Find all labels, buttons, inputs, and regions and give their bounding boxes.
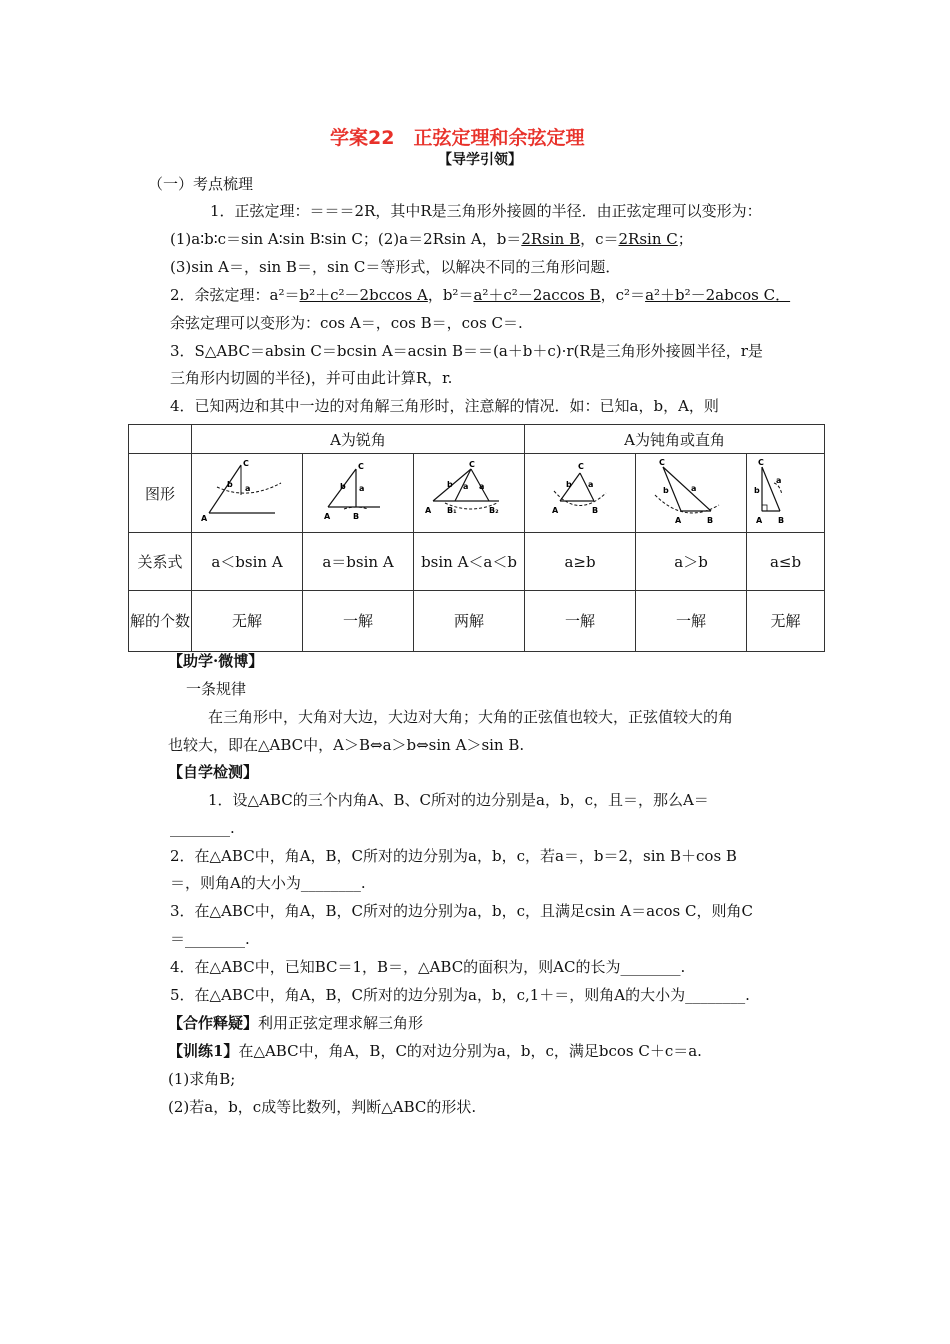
triangle-figure-one-solution [308, 455, 408, 527]
relation-cell: a＝bsin A [303, 533, 414, 591]
svg-text:C: C [243, 459, 249, 468]
svg-text:b: b [663, 486, 669, 495]
count-cell: 两解 [414, 591, 525, 652]
row-relation-label: 关系式 [129, 533, 192, 591]
svg-text:C: C [578, 462, 584, 471]
svg-text:A: A [755, 516, 762, 525]
count-cell: 一解 [636, 591, 747, 652]
figure-cell [414, 454, 525, 533]
svg-text:b: b [447, 480, 453, 489]
relation-cell: a＞b [636, 533, 747, 591]
triangle-figure-no-solution [197, 455, 297, 527]
section1-heading: （一）考点梳理 [148, 175, 254, 193]
guide-heading: 【导学引领】 [438, 152, 522, 168]
coop-text: 利用正弦定理求解三角形 [258, 1014, 424, 1032]
relation-cell: a≤b [747, 533, 825, 591]
train-text: 在△ABC中，角A，B，C的对边分别为a，b，c，满足bcos C＋c＝a. [238, 1042, 702, 1060]
svg-text:C: C [469, 460, 475, 469]
coop-line [168, 1013, 423, 1033]
svg-text:A: A [675, 516, 682, 525]
p2-line1: 2．余弦定理：a²＝b²＋c²－2bccos A，b²＝a²＋c²－2accos B，c²＝a²＋b²－2abcos C． [170, 286, 791, 304]
svg-text:a: a [245, 484, 251, 493]
svg-text:A: A [552, 506, 559, 515]
p3-line2: 三角形内切圆的半径)，并可由此计算R，r. [170, 369, 453, 387]
svg-text:a: a [775, 476, 781, 485]
q5: 5．在△ABC中，角A，B，C所对的边分别为a，b，c,1＋＝，则角A的大小为________. [170, 986, 750, 1004]
coop-heading: 【合作释疑】 [168, 1014, 259, 1032]
svg-text:C: C [659, 458, 665, 467]
q2-line1: 2．在△ABC中，角A，B，C所对的边分别为a，b，c，若a＝，b＝2，sin B＋cos B [170, 847, 737, 865]
count-cell: 无解 [192, 591, 303, 652]
count-cell: 一解 [525, 591, 636, 652]
p3-line1: 3．S△ABC＝absin C＝bcsin A＝acsin B＝＝(a＋b＋c)·r(R是三角形外接圆半径，r是 [170, 342, 763, 360]
svg-text:B: B [777, 516, 784, 525]
p4-line1: 4．已知两边和其中一边的对角解三角形时，注意解的情况．如：已知a，b，A，则 [170, 397, 719, 415]
page-title: 学案22 正弦定理和余弦定理 [330, 127, 585, 149]
rule-line2: 也较大，即在△ABC中，A＞B⇔a＞b⇔sin A＞sin B. [168, 736, 525, 754]
relation-cell: bsin A＜a＜b [414, 533, 525, 591]
svg-text:a: a [588, 480, 594, 489]
triangle-figure-two-solutions [419, 455, 519, 527]
relation-cell: a≥b [525, 533, 636, 591]
q1-line2: ________. [170, 819, 235, 837]
svg-text:B₂: B₂ [489, 506, 499, 515]
count-cell: 无解 [747, 591, 825, 652]
svg-text:b: b [566, 480, 572, 489]
svg-text:b: b [340, 482, 346, 491]
row-figure-label: 图形 [129, 454, 192, 533]
rule-line1: 在三角形中，大角对大边，大边对大角；大角的正弦值也较大，正弦值较大的角 [208, 708, 734, 726]
q1-line1: 1．设△ABC的三个内角A、B、C所对的边分别是a，b，c，且＝，那么A＝ [208, 791, 709, 809]
triangle-figure-obtuse-gt [641, 455, 741, 527]
figure-cell [636, 454, 747, 533]
svg-text:B: B [592, 506, 599, 515]
p2-line2: 余弦定理可以变形为：cos A＝，cos B＝，cos C＝. [170, 314, 523, 332]
q2-line2: ＝，则角A的大小为________. [170, 874, 366, 892]
solution-cases-table [128, 424, 825, 652]
rule-heading: 一条规律 [186, 680, 247, 698]
svg-text:a: a [359, 484, 365, 493]
figure-cell [747, 454, 825, 533]
table-corner [129, 425, 192, 454]
train-line [168, 1041, 702, 1061]
p1-line1: 1．正弦定理：＝＝＝2R，其中R是三角形外接圆的半径．由正弦定理可以变形为： [210, 202, 762, 220]
svg-text:a: a [463, 482, 469, 491]
figure-cell [192, 454, 303, 533]
svg-text:B: B [353, 512, 360, 521]
train-q2: (2)若a，b，c成等比数列，判断△ABC的形状. [168, 1098, 477, 1116]
header-obtuse: A为钝角或直角 [525, 425, 825, 454]
relation-cell: a＜bsin A [192, 533, 303, 591]
triangle-figure-no-solution-obtuse [750, 455, 822, 527]
q3-line2: ＝________. [170, 930, 250, 948]
svg-text:C: C [358, 462, 364, 471]
row-count-label: 解的个数 [129, 591, 192, 652]
svg-text:a: a [479, 482, 485, 491]
p1-line2: (1)a∶b∶c＝sin A∶sin B∶sin C；(2)a＝2Rsin A，b＝2Rsin B，c＝2Rsin C； [170, 230, 693, 248]
weibo-heading: 【助学·微博】 [168, 652, 264, 670]
svg-text:A: A [201, 514, 208, 523]
figure-cell [303, 454, 414, 533]
svg-text:B: B [707, 516, 714, 525]
triangle-figure-obtuse-ge [530, 455, 630, 527]
svg-text:A: A [425, 506, 432, 515]
q4: 4．在△ABC中，已知BC＝1，B＝，△ABC的面积为，则AC的长为________. [170, 958, 686, 976]
svg-text:b: b [753, 486, 760, 495]
train-q1: (1)求角B; [168, 1070, 236, 1088]
count-cell: 一解 [303, 591, 414, 652]
svg-text:A: A [324, 512, 331, 521]
header-acute: A为锐角 [192, 425, 525, 454]
train-label: 【训练1】 [168, 1042, 239, 1060]
p1-line3: (3)sin A＝，sin B＝，sin C＝等形式，以解决不同的三角形问题． [170, 258, 621, 276]
q3-line1: 3．在△ABC中，角A，B，C所对的边分别为a，b，c，且满足csin A＝acos C，则角C [170, 902, 753, 920]
figure-cell [525, 454, 636, 533]
svg-text:b: b [227, 480, 233, 489]
selftest-heading: 【自学检测】 [168, 763, 259, 781]
svg-text:C: C [757, 458, 764, 467]
svg-text:B₁: B₁ [447, 506, 457, 515]
svg-text:a: a [691, 484, 697, 493]
